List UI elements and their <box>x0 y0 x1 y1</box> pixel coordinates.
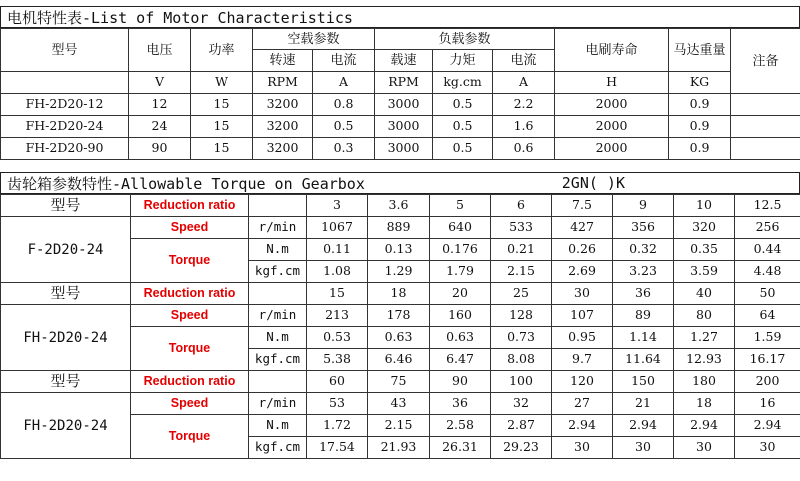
torque-nm-value: 0.21 <box>491 239 552 261</box>
torque-nm-value: 2.15 <box>368 415 430 437</box>
motor-table-title <box>0 6 800 28</box>
motor-cell: 3000 <box>375 94 433 116</box>
motor-cell: 0.5 <box>433 116 493 138</box>
torque-nm-value: 2.58 <box>430 415 491 437</box>
ratio-value: 3.6 <box>368 195 430 217</box>
torque-nm-value: 1.14 <box>613 327 674 349</box>
motor-cell: 0.9 <box>669 138 731 160</box>
nm-unit: N.m <box>249 415 307 437</box>
torque-kgf-value: 12.93 <box>674 349 735 371</box>
motor-note <box>731 94 800 116</box>
torque-nm-value: 1.59 <box>735 327 800 349</box>
ratio-value: 30 <box>552 283 613 305</box>
kgf-unit: kgf.cm <box>249 437 307 459</box>
ratio-value: 15 <box>307 283 368 305</box>
torque-kgf-value: 5.38 <box>307 349 368 371</box>
speed-unit: r/min <box>249 217 307 239</box>
nm-unit: N.m <box>249 239 307 261</box>
speed-value: 1067 <box>307 217 368 239</box>
torque-kgf-value: 8.08 <box>491 349 552 371</box>
motor-cell: 2000 <box>555 116 669 138</box>
torque-kgf-value: 9.7 <box>552 349 613 371</box>
motor-cell: 2000 <box>555 94 669 116</box>
ratio-value: 75 <box>368 371 430 393</box>
torque-nm-value: 0.176 <box>430 239 491 261</box>
torque-kgf-value: 11.64 <box>613 349 674 371</box>
motor-cell: 12 <box>129 94 191 116</box>
units-spacer <box>1 72 129 94</box>
header-load-speed: 载速 <box>375 50 433 72</box>
header-brush-life: 电刷寿命 <box>555 29 669 72</box>
torque-kgf-value: 1.08 <box>307 261 368 283</box>
ratio-value: 12.5 <box>735 195 800 217</box>
speed-value: 256 <box>735 217 800 239</box>
motor-model: FH-2D20-24 <box>1 116 129 138</box>
ratio-value: 180 <box>674 371 735 393</box>
speed-value: 533 <box>491 217 552 239</box>
torque-nm-value: 2.94 <box>613 415 674 437</box>
motor-cell: 2000 <box>555 138 669 160</box>
torque-label: Torque <box>131 415 249 459</box>
model-label: 型号 <box>1 283 131 305</box>
torque-nm-value: 0.35 <box>674 239 735 261</box>
speed-value: 36 <box>430 393 491 415</box>
motor-cell: 0.5 <box>433 94 493 116</box>
speed-value: 43 <box>368 393 430 415</box>
ratio-value: 6 <box>491 195 552 217</box>
speed-value: 889 <box>368 217 430 239</box>
torque-kgf-value: 29.23 <box>491 437 552 459</box>
motor-cell: 3200 <box>253 138 313 160</box>
torque-nm-value: 0.63 <box>368 327 430 349</box>
unit-cell: KG <box>669 72 731 94</box>
ratio-row <box>1 195 800 217</box>
header-voltage: 电压 <box>129 29 191 72</box>
reduction-ratio-label: Reduction ratio <box>131 371 249 393</box>
ratio-value: 100 <box>491 371 552 393</box>
ratio-value: 120 <box>552 371 613 393</box>
speed-value: 640 <box>430 217 491 239</box>
torque-kgf-value: 26.31 <box>430 437 491 459</box>
ratio-row <box>1 371 800 393</box>
speed-unit: r/min <box>249 393 307 415</box>
motor-cell: 15 <box>191 94 253 116</box>
speed-value: 427 <box>552 217 613 239</box>
gearbox-table-title <box>0 172 800 194</box>
motor-note <box>731 138 800 160</box>
motor-cell: 3000 <box>375 138 433 160</box>
speed-value: 53 <box>307 393 368 415</box>
torque-kgf-value: 17.54 <box>307 437 368 459</box>
torque-kgf-value: 1.79 <box>430 261 491 283</box>
gearbox-torque-table <box>0 194 800 459</box>
ratio-value: 9 <box>613 195 674 217</box>
ratio-value: 5 <box>430 195 491 217</box>
header-load: 负载参数 <box>375 29 555 50</box>
ratio-spacer <box>249 283 307 305</box>
kgf-unit: kgf.cm <box>249 349 307 371</box>
motor-cell: 24 <box>129 116 191 138</box>
speed-value: 27 <box>552 393 613 415</box>
header-notes: 注备 <box>731 29 800 94</box>
torque-kgf-value: 3.59 <box>674 261 735 283</box>
torque-nm-value: 0.13 <box>368 239 430 261</box>
header-noload: 空载参数 <box>253 29 375 50</box>
torque-nm-value: 2.94 <box>735 415 800 437</box>
torque-kgf-value: 30 <box>674 437 735 459</box>
torque-nm-value: 0.11 <box>307 239 368 261</box>
torque-kgf-value: 2.69 <box>552 261 613 283</box>
speed-value: 213 <box>307 305 368 327</box>
torque-kgf-value: 30 <box>552 437 613 459</box>
motor-characteristics-table <box>0 28 800 160</box>
torque-nm-value: 0.53 <box>307 327 368 349</box>
speed-label: Speed <box>131 305 249 327</box>
unit-cell: H <box>555 72 669 94</box>
motor-model: FH-2D20-90 <box>1 138 129 160</box>
ratio-value: 150 <box>613 371 674 393</box>
unit-cell: A <box>313 72 375 94</box>
ratio-value: 60 <box>307 371 368 393</box>
torque-label: Torque <box>131 327 249 371</box>
gearbox-code: 2GN( )K <box>561 174 625 192</box>
speed-value: 320 <box>674 217 735 239</box>
speed-unit: r/min <box>249 305 307 327</box>
ratio-value: 36 <box>613 283 674 305</box>
torque-nm-value: 0.95 <box>552 327 613 349</box>
motor-cell: 2.2 <box>493 94 555 116</box>
model-label: 型号 <box>1 195 131 217</box>
speed-value: 128 <box>491 305 552 327</box>
unit-cell: RPM <box>375 72 433 94</box>
unit-cell: W <box>191 72 253 94</box>
motor-cell: 0.6 <box>493 138 555 160</box>
torque-kgf-value: 4.48 <box>735 261 800 283</box>
motor-row <box>1 138 800 160</box>
speed-row <box>1 393 800 415</box>
motor-cell: 3200 <box>253 94 313 116</box>
motor-cell: 0.9 <box>669 94 731 116</box>
ratio-value: 90 <box>430 371 491 393</box>
speed-label: Speed <box>131 217 249 239</box>
torque-nm-value: 0.44 <box>735 239 800 261</box>
unit-cell: kg.cm <box>433 72 493 94</box>
unit-cell: V <box>129 72 191 94</box>
torque-nm-value: 2.94 <box>674 415 735 437</box>
motor-row <box>1 116 800 138</box>
torque-kgf-value: 16.17 <box>735 349 800 371</box>
motor-title-text: 电机特性表-List of Motor Characteristics <box>7 8 353 27</box>
gearbox-title-text: 齿轮箱参数特性-Allowable Torque on Gearbox <box>7 174 365 193</box>
torque-kgf-value: 2.15 <box>491 261 552 283</box>
speed-value: 89 <box>613 305 674 327</box>
torque-kgf-value: 6.46 <box>368 349 430 371</box>
torque-label: Torque <box>131 239 249 283</box>
speed-value: 32 <box>491 393 552 415</box>
ratio-value: 7.5 <box>552 195 613 217</box>
torque-kgf-value: 6.47 <box>430 349 491 371</box>
motor-cell: 3000 <box>375 116 433 138</box>
speed-value: 21 <box>613 393 674 415</box>
torque-nm-value: 0.26 <box>552 239 613 261</box>
ratio-value: 20 <box>430 283 491 305</box>
ratio-row <box>1 283 800 305</box>
motor-cell: 90 <box>129 138 191 160</box>
motor-cell: 0.9 <box>669 116 731 138</box>
gearbox-model: FH-2D20-24 <box>1 305 131 371</box>
torque-kgf-value: 30 <box>735 437 800 459</box>
motor-cell: 0.3 <box>313 138 375 160</box>
speed-value: 64 <box>735 305 800 327</box>
speed-label: Speed <box>131 393 249 415</box>
unit-cell: RPM <box>253 72 313 94</box>
torque-kgf-value: 3.23 <box>613 261 674 283</box>
speed-row <box>1 217 800 239</box>
torque-nm-value: 0.63 <box>430 327 491 349</box>
torque-nm-value: 2.87 <box>491 415 552 437</box>
motor-row <box>1 94 800 116</box>
reduction-ratio-label: Reduction ratio <box>131 283 249 305</box>
ratio-value: 18 <box>368 283 430 305</box>
kgf-unit: kgf.cm <box>249 261 307 283</box>
torque-nm-value: 1.27 <box>674 327 735 349</box>
speed-value: 160 <box>430 305 491 327</box>
ratio-value: 25 <box>491 283 552 305</box>
gearbox-model: FH-2D20-24 <box>1 393 131 459</box>
torque-nm-value: 0.73 <box>491 327 552 349</box>
header-torque: 力矩 <box>433 50 493 72</box>
speed-value: 356 <box>613 217 674 239</box>
reduction-ratio-label: Reduction ratio <box>131 195 249 217</box>
header-model: 型号 <box>1 29 129 72</box>
header-speed: 转速 <box>253 50 313 72</box>
ratio-value: 200 <box>735 371 800 393</box>
motor-cell: 0.8 <box>313 94 375 116</box>
speed-value: 107 <box>552 305 613 327</box>
ratio-spacer <box>249 371 307 393</box>
torque-kgf-value: 30 <box>613 437 674 459</box>
ratio-value: 3 <box>307 195 368 217</box>
speed-value: 16 <box>735 393 800 415</box>
motor-model: FH-2D20-12 <box>1 94 129 116</box>
motor-cell: 15 <box>191 138 253 160</box>
speed-row <box>1 305 800 327</box>
torque-nm-value: 0.32 <box>613 239 674 261</box>
speed-value: 18 <box>674 393 735 415</box>
unit-cell: A <box>493 72 555 94</box>
header-power: 功率 <box>191 29 253 72</box>
torque-kgf-value: 21.93 <box>368 437 430 459</box>
torque-kgf-value: 1.29 <box>368 261 430 283</box>
motor-cell: 1.6 <box>493 116 555 138</box>
ratio-spacer <box>249 195 307 217</box>
ratio-value: 40 <box>674 283 735 305</box>
model-label: 型号 <box>1 371 131 393</box>
motor-cell: 0.5 <box>433 138 493 160</box>
torque-nm-value: 2.94 <box>552 415 613 437</box>
header-weight: 马达重量 <box>669 29 731 72</box>
motor-cell: 15 <box>191 116 253 138</box>
ratio-value: 10 <box>674 195 735 217</box>
nm-unit: N.m <box>249 327 307 349</box>
header-current: 电流 <box>313 50 375 72</box>
gearbox-model: F-2D20-24 <box>1 217 131 283</box>
speed-value: 178 <box>368 305 430 327</box>
ratio-value: 50 <box>735 283 800 305</box>
torque-nm-value: 1.72 <box>307 415 368 437</box>
motor-cell: 0.5 <box>313 116 375 138</box>
motor-cell: 3200 <box>253 116 313 138</box>
header-load-current: 电流 <box>493 50 555 72</box>
speed-value: 80 <box>674 305 735 327</box>
motor-note <box>731 116 800 138</box>
